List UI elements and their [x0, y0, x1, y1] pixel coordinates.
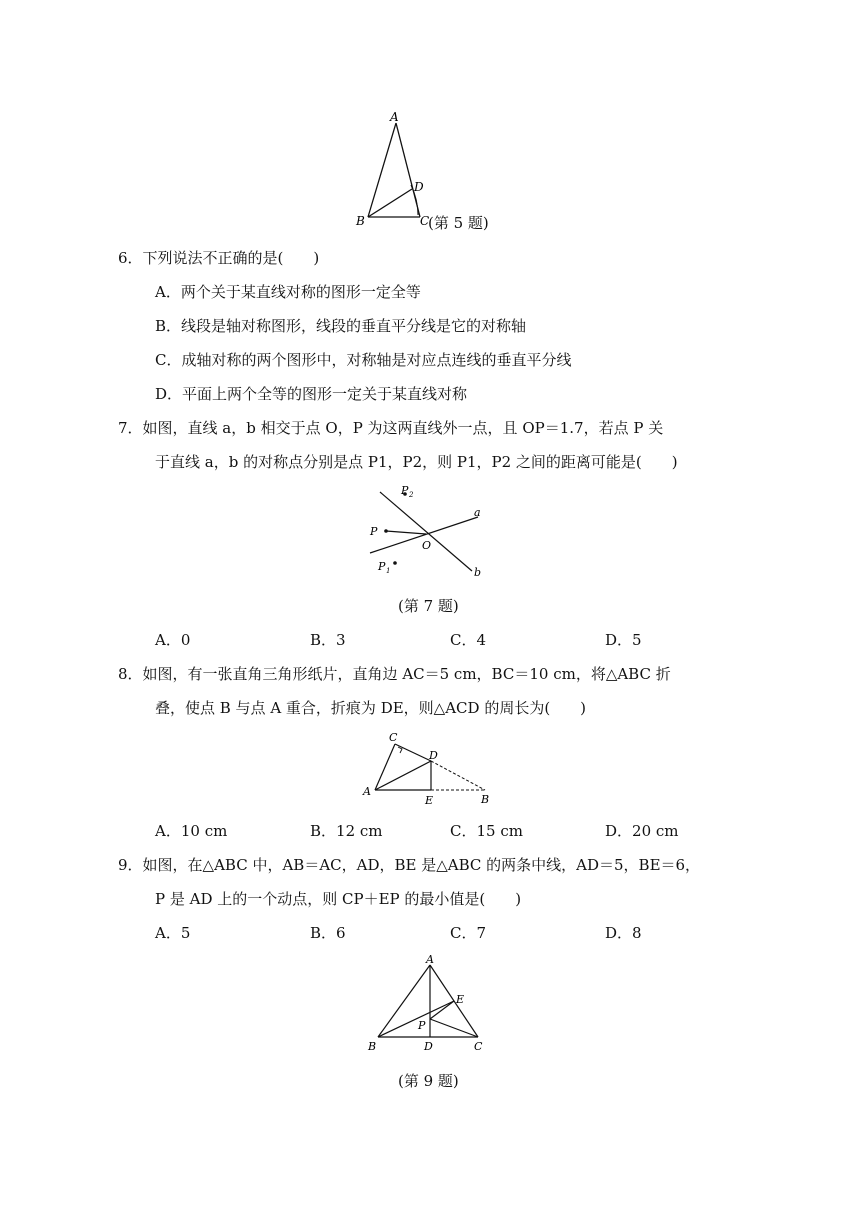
fig5-caption: (第 5 题) [428, 214, 489, 232]
fig5-label-d: D [414, 180, 424, 194]
fig9-label-b: B [368, 1040, 377, 1053]
q7-choice-a: A．0 [155, 631, 191, 649]
fig8-label-b: B [481, 793, 490, 806]
fig9-label-d: D [424, 1040, 433, 1053]
figure-9 [360, 953, 500, 1058]
q8-choice-b: B．12 cm [310, 822, 383, 840]
q7-choice-c: C．4 [450, 631, 487, 649]
q9-choice-a: A．5 [155, 924, 191, 942]
q7-choice-b: B．3 [310, 631, 346, 649]
q8-choice-c: C．15 cm [450, 822, 523, 840]
q7-choice-d: D．5 [605, 631, 642, 649]
fig8-label-c: C [389, 731, 398, 744]
q7-line-2: 于直线 a，b 的对称点分别是点 P1，P2，则 P1，P2 之间的距离可能是( ) [155, 453, 678, 471]
fig9-label-p: P [418, 1019, 426, 1032]
figure-8 [355, 728, 505, 810]
fig7-label-p1-sub: 1 [386, 567, 391, 575]
q6-option-a: A．两个关于某直线对称的图形一定全等 [155, 283, 421, 301]
fig8-label-e: E [425, 794, 434, 807]
fig5-label-c: C [420, 214, 430, 228]
figure-7 [360, 482, 500, 582]
fig9-caption: (第 9 题) [398, 1072, 459, 1090]
fig9-label-a: A [426, 953, 434, 966]
fig5-label-b: B [356, 214, 365, 228]
q6-option-c: C．成轴对称的两个图形中，对称轴是对应点连线的垂直平分线 [155, 351, 572, 369]
q6-option-b: B．线段是轴对称图形，线段的垂直平分线是它的对称轴 [155, 317, 527, 335]
q9-line-1: 9．如图，在△ABC 中，AB＝AC，AD，BE 是△ABC 的两条中线，AD＝5，BE＝6， [118, 856, 701, 874]
q9-choice-d: D．8 [605, 924, 642, 942]
fig7-caption: (第 7 题) [398, 597, 459, 615]
fig9-label-e: E [456, 993, 465, 1006]
q6-stem: 6．下列说法不正确的是( ) [118, 249, 320, 267]
fig7-label-p2: P [401, 484, 409, 497]
q9-choice-b: B．6 [310, 924, 346, 942]
fig7-label-p2-sub: 2 [409, 491, 414, 499]
fig7-label-p1: P [378, 560, 386, 573]
fig7-label-b: b [474, 566, 482, 579]
q8-line-2: 叠，使点 B 与点 A 重合，折痕为 DE，则△ACD 的周长为( ) [155, 699, 587, 717]
q8-choice-a: A．10 cm [155, 822, 228, 840]
fig7-label-a: a [474, 506, 481, 519]
q7-line-1: 7．如图，直线 a，b 相交于点 O，P 为这两直线外一点，且 OP＝1.7，若点 P 关 [118, 419, 664, 437]
fig7-label-p: P [370, 525, 378, 538]
q9-line-2: P 是 AD 上的一个动点，则 CP＋EP 的最小值是( ) [155, 890, 522, 908]
fig8-label-d: D [429, 749, 438, 762]
fig5-label-a: A [390, 110, 399, 124]
fig8-label-a: A [363, 785, 371, 798]
q9-choice-c: C．7 [450, 924, 487, 942]
q8-line-1: 8．如图，有一张直角三角形纸片，直角边 AC＝5 cm，BC＝10 cm，将△ABC 折 [118, 665, 671, 683]
fig9-label-c: C [474, 1040, 483, 1053]
fig7-label-o: O [422, 539, 432, 552]
q6-option-d: D．平面上两个全等的图形一定关于某直线对称 [155, 385, 468, 403]
q8-choice-d: D．20 cm [605, 822, 679, 840]
